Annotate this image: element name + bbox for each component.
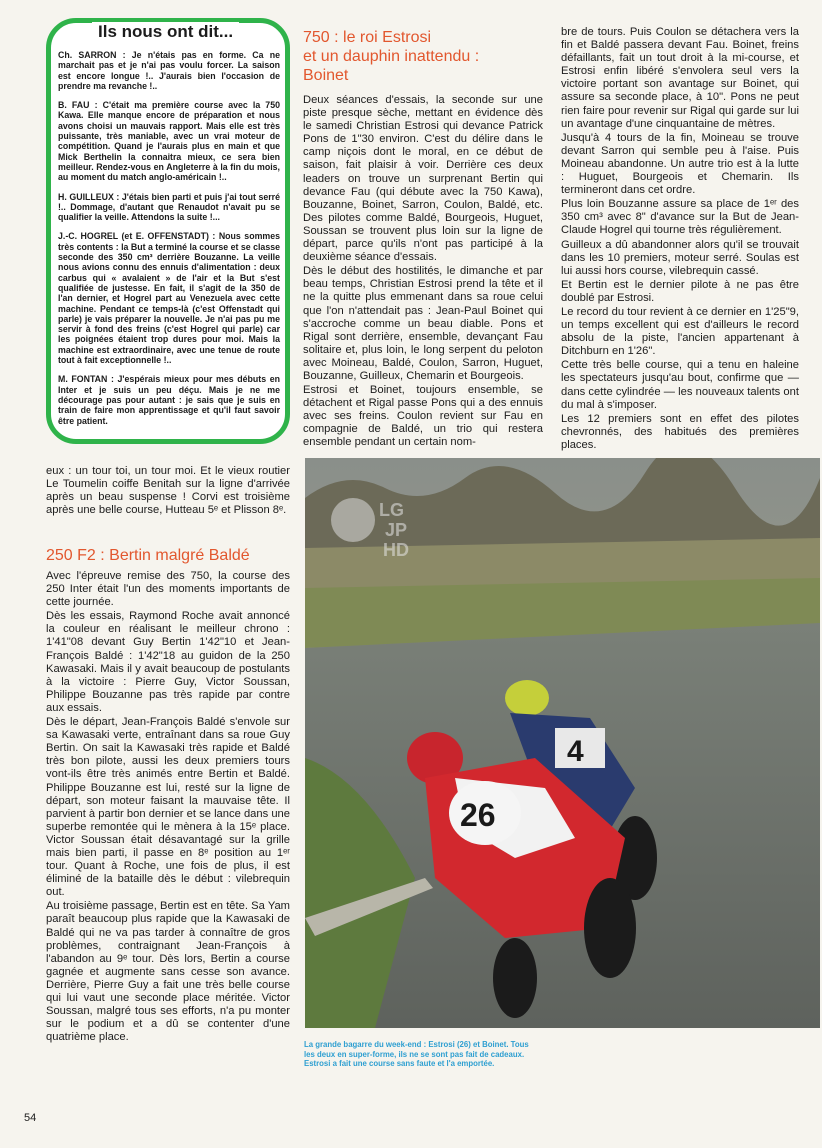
paragraph: Au troisième passage, Bertin est en tête. Sa Yam paraît beaucoup plus rapide que la Kawasaki de Baldé qui ne va pas tarder à connaître de gros problèmes, contraignant Jean-François à l'abandon au 9ᵉ tour. Dès lors, Bertin a course gagnée et augmente sans cesse son avance. Derrière, Pierre Guy a fait une très belle course qui lui vaut une seconde place méritée. Victor Soussan, malgré tous ses efforts, n'a pu monter sur le podium et a dû se contenter d'une quatrième place. xyxy=(46,900,290,1044)
paragraph: Cette très belle course, qui a tenu en haleine les spectateurs jusqu'au bout, confirme que — dans cette cylindrée — les nouveaux talents ont du mal à s'imposer. xyxy=(561,359,799,411)
quote-item: B. FAU : C'était ma première course avec la 750 Kawa. Elle manque encore de préparation et nous avons choisi un mauvais rapport. Mais elle est très puissante, très maniable, avec un vrai moteur de compétition. Quand je l'aurais plus en main et que Mick Berthelin la connaitra mieux, ce sera bien meilleur. Rendez-vous en Angleterre à la fin du mois, au moment du match anglo-américain !.. xyxy=(58,100,280,183)
paragraph: Deux séances d'essais, la seconde sur une piste presque sèche, mettant en évidence dès le samedi Christian Estrosi qui devance Patrick Pons de 1"30 environ. C'est du délire dans le camp niçois dont le moral, en ce début de saison, fait plaisir à voir. Derrière ces deux leaders on trouve un surprenant Bertin qui devance Fau (qui débute avec la 750 Kawa), Bouzanne, Boinet, Sarron, Coulon, Baldé, etc. Des pilotes comme Baldé, Bourgeois, Huguet, Soussan se trouvent plus loin sur la ligne de départ, parce qu'ils n'ont pas participé à la deuxième séance d'essais. xyxy=(303,94,543,264)
article-250-title: 250 F2 : Bertin malgré Baldé xyxy=(46,547,250,564)
paragraph: Dès le départ, Jean-François Baldé s'envole sur sa Kawasaki verte, entraînant dans sa roue Guy Bertin. On sait la Kawasaki très rapide et Baldé très bon pilote, aussi les deux premiers tours vont-ils être très animés entre Bertin et Baldé. Philippe Bouzanne est lui, resté sur la ligne de départ, son moteur faisant la mauvaise tête. Il parvient à partir bon dernier et se lance dans une superbe remontée qui le mènera à la 15ᵉ place. Victor Soussan était désavantagé sur la grille mais bien parti, il passe en 8ᵉ position au 1ᵉʳ tour. Quant à Roche, une fois de plus, il est éliminé de la bataille dès le début : vilebrequin out. xyxy=(46,716,290,899)
quote-item: J.-C. HOGREL (et E. OFFENSTADT) : Nous sommes très contents : la But a terminé la course et se classe seconde des 350 cm³ derrière Bouzanne. La veille nous avions connu des ennuis d'alimentation : deux carbus qui « avalaient » de l'air et la But s'est qualifiée de justesse. En fait, il s'agit de la 350 de l'an dernier, et Hogrel part au Venezuela avec cette machine. Pendant ce temps-là (c'est Offenstadt qui parle) je vais préparer la nouvelle. Je n'ai pas pu me servir à fond des freins (c'est Hogrel qui parle) car les poignées étaient trop dures pour moi. Mais la machine est extraordinaire, avec une tenue de route tout à fait exceptionnelle !.. xyxy=(58,231,280,366)
paragraph: Le record du tour revient à ce dernier en 1'25"9, un temps excellent qui est d'ailleurs le record absolu de la piste, l'ancien appartenant à Ditchburn en 1'26". xyxy=(561,305,799,358)
article-750-title: 750 : le roi Estrosi et un dauphin inattendu : Boinet xyxy=(303,29,480,84)
svg-text:LG: LG xyxy=(379,500,404,520)
quote-item: M. FONTAN : J'espérais mieux pour mes débuts en Inter et je suis un peu déçu. Mais je ne me décourage pas pour autant : je sais que je suis en train de faire mon apprentissage et qu'il faut savoir être patient. xyxy=(58,374,280,426)
paragraph: bre de tours. Puis Coulon se détachera vers la fin et Baldé passera devant Fau. Boinet, freins défaillants, fait un tout droit à la mi-course, et Estrosi enfin libéré s'envolera seul vers la victoire portant son avantage sur Boinet, qui assure sa seconde place, à 10". Pons ne peut rien faire pour revenir sur Rigal qui garde sur lui un avantage d'une cinquantaine de mètres. xyxy=(561,26,799,130)
bike-number-26: 26 xyxy=(460,797,496,833)
page-number: 54 xyxy=(24,1112,37,1124)
svg-text:HD: HD xyxy=(383,540,409,560)
svg-text:JP: JP xyxy=(385,520,408,540)
paragraph: Dès les essais, Raymond Roche avait annoncé la couleur en réalisant le meilleur chrono : 1'41"08 devant Guy Bertin 1'42"10 et Jean-François Baldé : 1'42"18 au guidon de la 250 Kawasaki. Mais il y avait beaucoup de postulants à la victoire : Pierre Guy, Victor Soussan, Philippe Bouzanne pas très rapide par contre aux essais. xyxy=(46,610,290,714)
paragraph: Plus loin Bouzanne assure sa place de 1ᵉʳ des 350 cm³ avec 8" d'avance sur la But de Jean-Claude Hogrel qui tourne très régulièrement. xyxy=(561,198,799,237)
quote-box-body xyxy=(58,50,280,435)
bike-number-4: 4 xyxy=(567,735,584,768)
paragraph: Les 12 premiers sont en effet des pilotes chevronnés, des habitués des premières places. xyxy=(561,412,799,451)
paragraph: Dès le début des hostilités, le dimanche et par beau temps, Christian Estrosi prend la tête et il ne la quitte plus emmenant dans sa roue celui que l'on n'attendait pas : Jean-Paul Boinet qui s'accroche comme un beau diable. Pons et Rigal sont derrière, ensemble, devançant Fau solitaire et, plus loin, le long serpent du peloton avec Moineau, Baldé, Coulon, Sarron, Huguet, Bouzanne, Guilleux, Chemarin et Bourgeois. xyxy=(303,265,543,382)
quote-item: H. GUILLEUX : J'étais bien parti et puis j'ai tout serré !.. Dommage, d'autant que Renaudot n'avait pu se qualifier la veille. Attendons la suite !... xyxy=(58,191,280,223)
paragraph: Jusqu'à 4 tours de la fin, Moineau se trouve devant Sarron qui semble peu à l'aise. Puis Moineau abandonne. Un autre trio est à la lutte : Huguet, Bourgeois et Chemarin. Ils termineront dans cet ordre. xyxy=(561,131,799,197)
paragraph: Estrosi et Boinet, toujours ensemble, se détachent et Rigal passe Pons qui a des ennuis avec ses freins. Coulon revient sur Fau en compagnie de Baldé, un trio qui restera ensemble pendant un certain nom- xyxy=(303,384,543,449)
article-250-body xyxy=(46,570,290,1045)
article-750-column-2 xyxy=(561,26,799,453)
quote-box-title: Ils nous ont dit... xyxy=(92,22,239,42)
quote-item: Ch. SARRON : Je n'étais pas en forme. Ca ne marchait pas et je n'ai pas voulu forcer. La saison est encore longue !.. J'aurais bien l'occasion de prendre ma revanche !.. xyxy=(58,50,280,91)
article-750-column-1 xyxy=(303,94,543,451)
paragraph: Avec l'épreuve remise des 750, la course des 250 Inter était l'un des moments importants de cette journée. xyxy=(46,570,290,609)
paragraph: Guilleux a dû abandonner alors qu'il se trouvait dans les 10 premiers, moteur serré. Soulas est lui aussi hors course, vilebrequin cassé. xyxy=(561,238,799,277)
photo-caption: La grande bagarre du week-end : Estrosi (26) et Boinet. Tous les deux en super-forme, ils ne se sont pas fait de cadeaux. Estrosi a fait une course sans faute et l'a emportée. xyxy=(304,1040,529,1068)
race-photo xyxy=(305,458,820,1028)
paragraph: Et Bertin est le dernier pilote à ne pas être doublé par Estrosi. xyxy=(561,278,799,304)
article-250-lead-in: eux : un tour toi, un tour moi. Et le vieux routier Le Toumelin coiffe Benitah sur la ligne d'arrivée après un beau suspense ! Corvi est troisième après une belle course, Hutteau 5ᵉ et Plisson 8ᵉ. xyxy=(46,465,290,517)
